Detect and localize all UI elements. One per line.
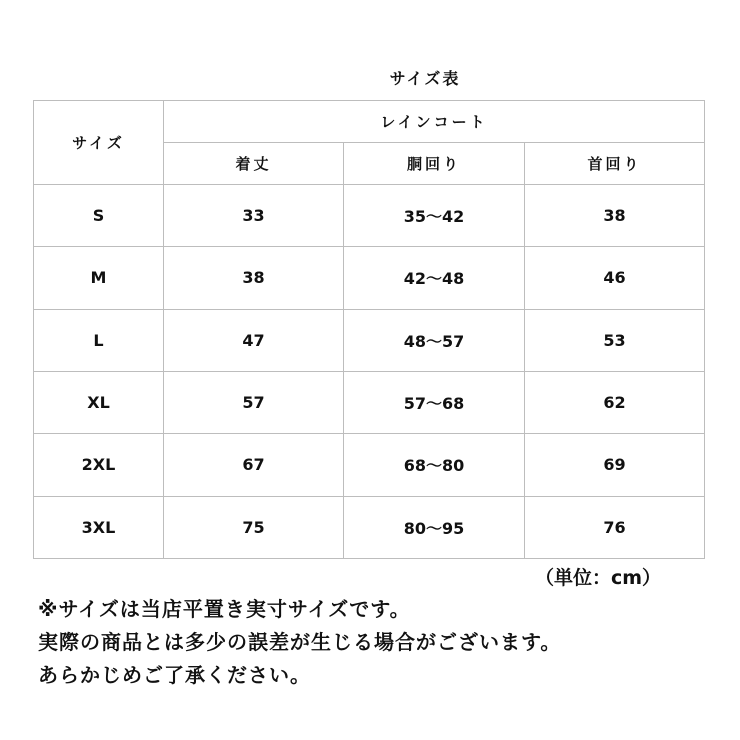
size-cell: 3XL <box>34 496 164 558</box>
chest-cell: 80～95 <box>344 496 525 558</box>
neck-cell: 69 <box>525 434 705 496</box>
size-cell: L <box>34 309 164 371</box>
length-cell: 67 <box>164 434 344 496</box>
chest-header: 胴回り <box>344 143 525 185</box>
size-cell: S <box>34 185 164 247</box>
neck-cell: 62 <box>525 371 705 433</box>
neck-cell: 76 <box>525 496 705 558</box>
length-cell: 38 <box>164 247 344 309</box>
size-header: サイズ <box>34 101 164 185</box>
neck-cell: 46 <box>525 247 705 309</box>
table-row <box>34 309 705 371</box>
length-cell: 75 <box>164 496 344 558</box>
neck-cell: 38 <box>525 185 705 247</box>
chest-cell: 42～48 <box>344 247 525 309</box>
chest-cell: 48～57 <box>344 309 525 371</box>
neck-cell: 53 <box>525 309 705 371</box>
size-cell: XL <box>34 371 164 433</box>
note-line: あらかじめご了承ください。 <box>38 663 311 687</box>
table-row <box>34 247 705 309</box>
table-title: サイズ表 <box>389 69 461 88</box>
length-cell: 47 <box>164 309 344 371</box>
table-row <box>34 185 705 247</box>
raincoat-header: レインコート <box>164 101 705 143</box>
note-line: 実際の商品とは多少の誤差が生じる場合がございます。 <box>38 630 562 654</box>
neck-header: 首回り <box>525 143 705 185</box>
table-row <box>34 371 705 433</box>
size-cell: 2XL <box>34 434 164 496</box>
length-cell: 57 <box>164 371 344 433</box>
chest-cell: 57～68 <box>344 371 525 433</box>
unit-label: （単位：cm） <box>535 567 662 589</box>
table-row <box>34 434 705 496</box>
size-cell: M <box>34 247 164 309</box>
length-header: 着丈 <box>164 143 344 185</box>
chest-cell: 35～42 <box>344 185 525 247</box>
length-cell: 33 <box>164 185 344 247</box>
size-table <box>33 100 705 559</box>
table-row <box>34 496 705 558</box>
chest-cell: 68～80 <box>344 434 525 496</box>
note-line: ※サイズは当店平置き実寸サイズです。 <box>38 597 411 621</box>
